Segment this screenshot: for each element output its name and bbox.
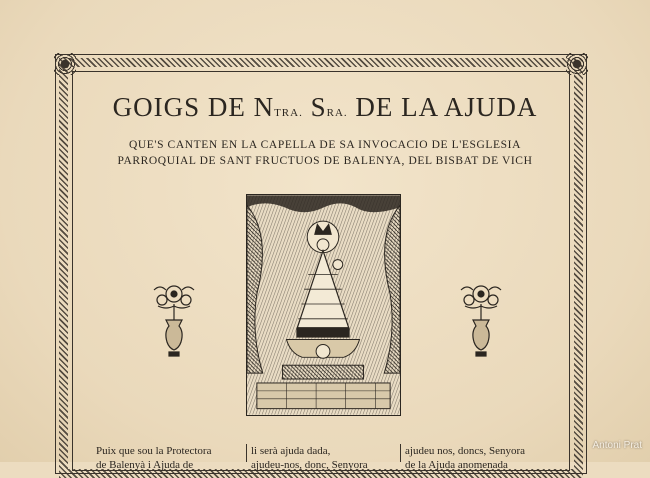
subtitle [0,137,650,169]
verse-col3-line2: de la Ajuda anomenada [405,459,508,471]
flower-vase-right-icon [457,276,505,360]
verse-col2-line2: ajudeu-nos, donc, Senyora [251,459,368,471]
flower-vase-left-icon [150,276,198,360]
subtitle-line-1: QUE'S CANTEN EN LA CAPELLA DE SA INVOCACIO DE L'ESGLESIA [128,139,521,151]
title-ntra-initial: N [253,92,275,122]
verse-column-3 [400,444,575,471]
verse-col1-line2: de Balenyà i Ajuda de [96,459,194,471]
title-sra-abbrev: RA. [326,107,348,119]
watermark-credit: Antoni Prat [592,440,642,451]
title-text-start: GOIGS DE [112,92,254,122]
title-text-end: DE LA AJUDA [347,92,538,122]
title-sra-initial: S [302,92,327,122]
verse-col3-line1: ajudeu nos, doncs, Senyora [405,445,526,457]
subtitle-line-2: PARROQUIAL DE SANT FRUCTUOS DE BALENYA, DEL BISBAT DE VICH [117,155,533,167]
title-ntra-abbrev: TRA. [274,107,303,119]
verse-col2-line1: li serà ajuda dada, [251,445,331,457]
virgin-engraving-image [246,194,401,416]
verse-column-1 [96,444,236,471]
page-title [0,92,650,123]
verse-col1-line1: Puix que sou la Protectora [96,445,212,457]
verse-column-2 [246,444,396,471]
corner-ornament-top-left [54,53,76,75]
corner-ornament-top-right [566,53,588,75]
